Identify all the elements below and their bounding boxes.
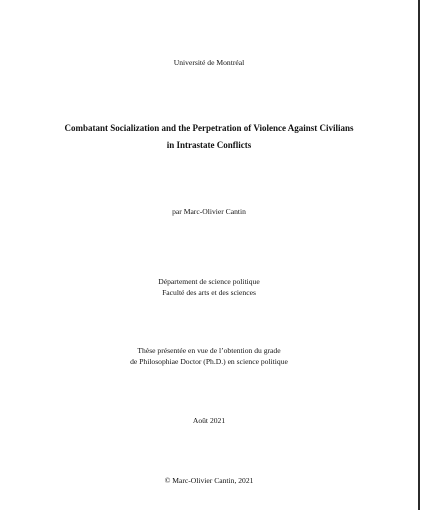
department-name: Département de science politique xyxy=(158,277,260,286)
page-edge-divider xyxy=(418,0,420,510)
thesis-title-line-1: Combatant Socialization and the Perpetration of Violence Against Civilians xyxy=(64,123,354,133)
thesis-statement-line-1: Thèse présentée en vue de l’obtention du grade xyxy=(137,346,281,355)
copyright-notice: © Marc-Olivier Cantin, 2021 xyxy=(164,476,254,485)
submission-date: Août 2021 xyxy=(192,416,226,425)
thesis-statement-line-2: de Philosophiae Doctor (Ph.D.) en science politique xyxy=(130,357,288,366)
faculty-name: Faculté des arts et des sciences xyxy=(162,288,256,297)
author-line: par Marc-Olivier Cantin xyxy=(172,207,246,216)
university-name: Université de Montréal xyxy=(173,58,245,67)
thesis-title-line-2: in Intrastate Conflicts xyxy=(166,140,252,150)
